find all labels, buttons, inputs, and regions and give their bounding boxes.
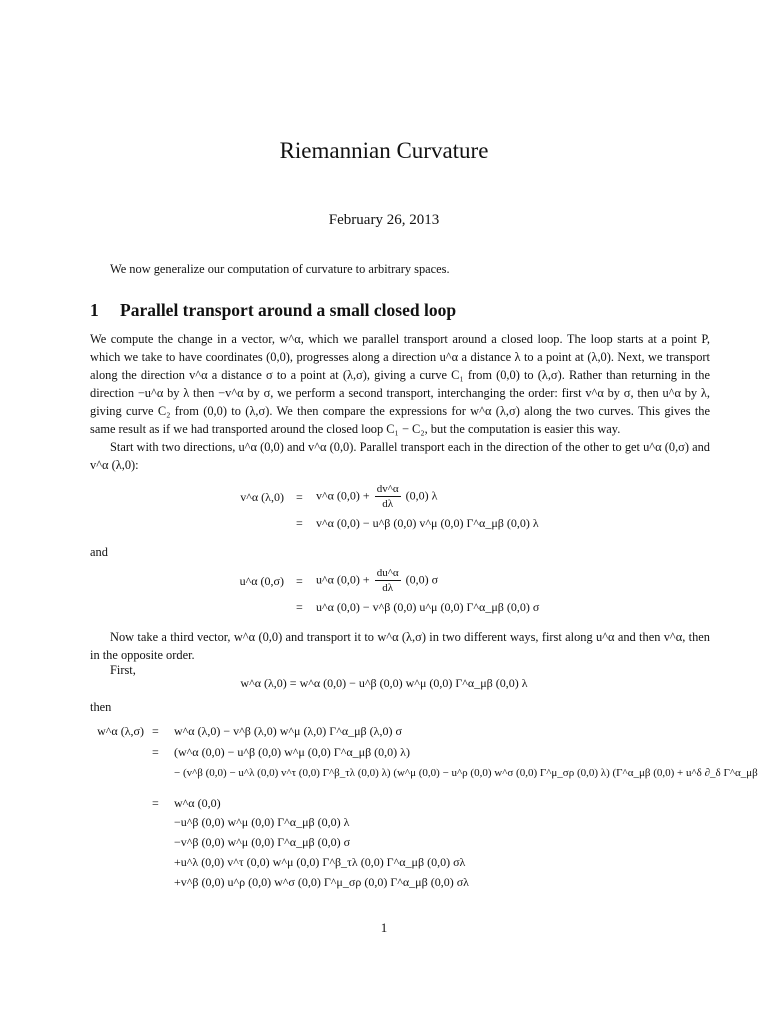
- equation-row: w^α (0,0): [174, 796, 221, 810]
- fraction-denominator: dλ: [382, 498, 394, 510]
- fraction-numerator: dv^α: [376, 483, 399, 495]
- equals-sign: =: [296, 574, 303, 588]
- equation-row: w^α (λ,0) − v^β (λ,0) w^μ (λ,0) Γ^α_μβ (λ,0) σ: [174, 724, 402, 738]
- first-label: First,: [110, 663, 136, 677]
- equation-v-transport: [0, 482, 768, 534]
- equation-lhs: w^α (λ,σ): [97, 724, 144, 738]
- rhs-term: (0,0) σ: [405, 572, 439, 587]
- intro-paragraph: We now generalize our computation of curvature to arbitrary spaces.: [110, 262, 450, 276]
- section-title: Parallel transport around a small closed loop: [120, 300, 457, 320]
- derivative-fraction: [375, 566, 401, 595]
- paragraph-third-vector: Now take a third vector, w^α (0,0) and transport it to w^α (λ,σ) in two different ways, first along u^α and then v^α, then in the opposite order.: [90, 630, 710, 662]
- equation-row: − (v^β (0,0) − u^λ (0,0) v^τ (0,0) Γ^β_τλ (0,0) λ) (w^μ (0,0) − u^ρ (0,0) w^σ (0,0) Γ^μ_σρ (0,0) λ) (Γ^α_μβ (0,0) + u^δ ∂_δ Γ^α_μβ: [174, 767, 758, 779]
- fraction-numerator: du^α: [376, 567, 399, 579]
- equation-u-transport: [0, 566, 768, 618]
- equation-w-first-leg: w^α (λ,0) = w^α (0,0) − u^β (0,0) w^μ (0,0) Γ^α_μβ (0,0) λ: [240, 676, 528, 690]
- equation-lhs: v^α (λ,0): [240, 490, 284, 504]
- rhs-term: v^α (0,0) +: [316, 488, 370, 503]
- derivative-fraction: [375, 482, 401, 511]
- equation-row: +v^β (0,0) u^ρ (0,0) w^σ (0,0) Γ^μ_σρ (0,0) Γ^α_μβ (0,0) σλ: [174, 875, 469, 889]
- paragraph-loop-description: We compute the change in a vector, w^α, which we parallel transport around a closed loop. The loop starts at a point P, which we take to have coordinates (0,0), progresses along a direction u^α a distance λ to a point at (λ,0). Next, we transport along the direction v^α a distance σ to a point at (λ,σ), giving a curve C₁ from (0,0) to (λ,σ). Rather than returning in the direction −u^α by λ then −v^α by σ, we perform a second transport, interchanging the order: first v^α by σ, then u^α by λ, giving curve C₂ from (0,0) to (λ,σ). We then compare the expressions for w^α (λ,σ) along the two curves. This gives the same result as if we had transported around the closed loop C₁ − C₂, but the computation is easier this way.: [90, 332, 710, 436]
- equation-row: −v^β (0,0) w^μ (0,0) Γ^α_μβ (0,0) σ: [174, 835, 351, 849]
- document-date: February 26, 2013: [328, 212, 440, 228]
- paragraph-two-directions: Start with two directions, u^α (0,0) and v^α (0,0). Parallel transport each in the direction of the other to get u^α (0,σ) and v^α (λ,0):: [90, 440, 710, 472]
- equals-sign: =: [152, 745, 159, 759]
- fraction-denominator: dλ: [382, 582, 394, 594]
- equals-sign: =: [296, 490, 303, 504]
- equation-row: −u^β (0,0) w^μ (0,0) Γ^α_μβ (0,0) λ: [174, 815, 350, 829]
- page-number: 1: [380, 920, 388, 935]
- equation-rhs-line2: v^α (0,0) − u^β (0,0) v^μ (0,0) Γ^α_μβ (0,0) λ: [316, 516, 539, 530]
- section-heading: [90, 300, 456, 321]
- equals-sign: =: [296, 516, 303, 530]
- equals-sign: =: [152, 796, 159, 810]
- equation-rhs-line1: [316, 482, 437, 511]
- equation-rhs-line2: u^α (0,0) − v^β (0,0) u^μ (0,0) Γ^α_μβ (0,0) σ: [316, 600, 540, 614]
- page-title: Riemannian Curvature: [279, 138, 489, 163]
- equation-rhs-line1: [316, 566, 438, 595]
- equals-sign: =: [296, 600, 303, 614]
- then-label: then: [90, 700, 112, 714]
- rhs-term: u^α (0,0) +: [316, 572, 370, 587]
- section-number: 1: [90, 300, 99, 320]
- equation-w-second-leg: [0, 724, 768, 904]
- rhs-term: (0,0) λ: [405, 488, 438, 503]
- equation-lhs: u^α (0,σ): [239, 574, 284, 588]
- equation-row: +u^λ (0,0) v^τ (0,0) w^μ (0,0) Γ^β_τλ (0,0) Γ^α_μβ (0,0) σλ: [174, 855, 466, 869]
- equals-sign: =: [152, 724, 159, 738]
- and-label: and: [90, 545, 108, 559]
- equation-row: (w^α (0,0) − u^β (0,0) w^μ (0,0) Γ^α_μβ (0,0) λ): [174, 745, 410, 759]
